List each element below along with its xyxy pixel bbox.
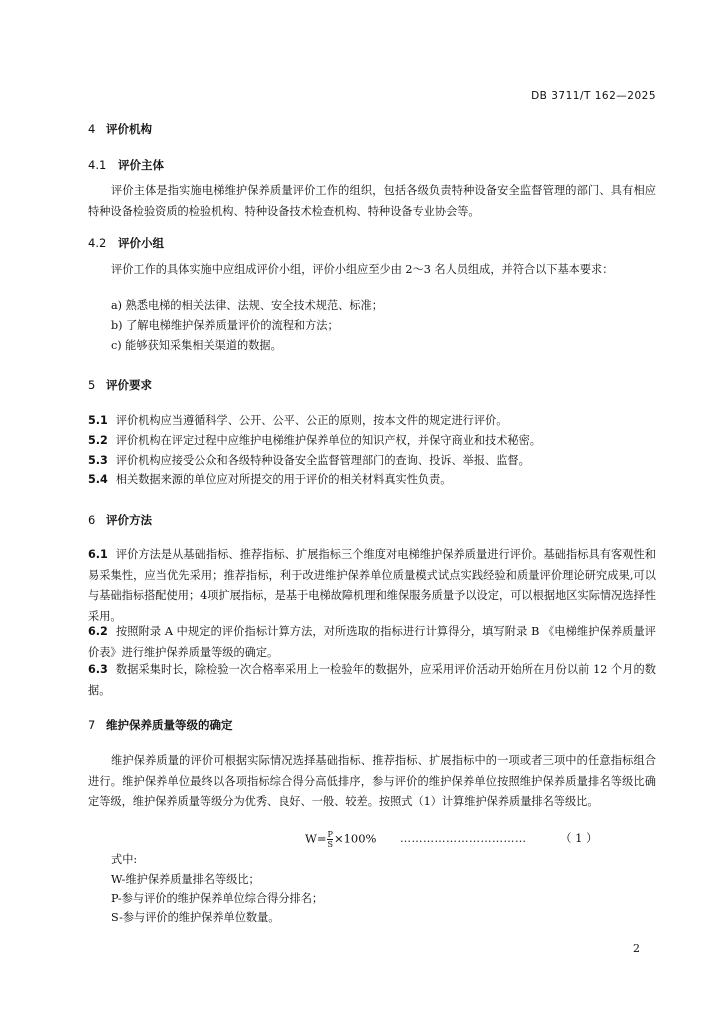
section-4-1-heading — [88, 157, 164, 173]
clause-5-3 — [88, 451, 656, 472]
section-7-text: 维护保养质量的评价可根据实际情况选择基础指标、推荐指标、扩展指标中的一项或者三项中的任意指标组合进行。维护保养单位最终以各项指标综合得分高低排序，参与评价的维护保养单位按照维护保养质量排名等级比确定等级，维护保养质量等级分为优秀、良好、一般、较差。按照式（1）计算维护保养质量排名等级比。 — [88, 754, 656, 808]
section-number: 4.1 — [88, 158, 107, 172]
section-6-heading — [88, 512, 152, 528]
section-7-heading — [88, 717, 233, 733]
clause-number: 6.2 — [88, 625, 108, 638]
section-5-heading — [88, 377, 152, 393]
list-item: b) 了解电梯维护保养质量评价的流程和方法； — [111, 319, 339, 332]
clause-number: 5.1 — [88, 414, 108, 427]
clause-6-3 — [88, 660, 656, 701]
section-number: 7 — [88, 718, 96, 732]
formula-leader-dots: …………………………… — [400, 832, 527, 845]
clause-5-4 — [88, 470, 656, 491]
section-title: 评价小组 — [118, 236, 164, 250]
fraction-numerator: P — [327, 830, 333, 839]
clause-number: 6.1 — [88, 548, 108, 561]
clause-number: 5.2 — [88, 434, 108, 447]
clause-6-1 — [88, 545, 656, 627]
section-4-2-text: 评价工作的具体实施中应组成评价小组，评价小组应至少由 2～3 名人员组成，并符合以下基本要求： — [111, 263, 614, 276]
clause-text: 相关数据来源的单位应对所提交的用于评价的相关材料真实性负责。 — [115, 473, 452, 486]
clause-5-2 — [88, 431, 656, 452]
variable-definition: P-参与评价的维护保养单位综合得分排名； — [111, 892, 324, 905]
section-number: 6 — [88, 513, 96, 527]
clause-number: 5.3 — [88, 454, 108, 467]
equation-number: （ 1 ） — [560, 831, 598, 845]
section-4-2-heading — [88, 235, 164, 251]
page-number: 2 — [633, 942, 640, 955]
clause-number: 5.4 — [88, 473, 108, 486]
section-title: 维护保养质量等级的确定 — [106, 718, 233, 732]
fraction-denominator: S — [327, 840, 333, 849]
section-4-1-text: 评价主体是指实施电梯维护保养质量评价工作的组织，包括各级负责特种设备安全监督管理的部门、具有相应特种设备检验资质的检验机构、特种设备技术检查机构、特种设备专业协会等。 — [88, 184, 656, 218]
clause-text: 按照附录 A 中规定的评价指标计算方法，对所选取的指标进行计算得分，填写附录 B 《电梯维护保养质量评价表》进行维护保养质量等级的确定。 — [88, 625, 656, 659]
section-4-heading — [88, 121, 152, 137]
document-code: DB 3711/T 162—2025 — [531, 90, 656, 102]
list-item: c) 能够获知采集相关渠道的数据。 — [111, 339, 282, 352]
section-number: 5 — [88, 378, 96, 392]
clause-text: 评价方法是从基础指标、推荐指标、扩展指标三个维度对电梯维护保养质量进行评价。基础指标具有客观性和易采集性，应当优先采用；推荐指标，利于改进维护保养单位质量模式试点实践经验和质量评价理论研究成果,可以与基础指标搭配使用；4项扩展指标，是基于电梯故障机理和维保服务质量予以设定，可以根据地区实际情况选择性采用。 — [88, 548, 656, 623]
formula — [305, 830, 376, 849]
section-number: 4 — [88, 122, 96, 136]
clause-text: 评价机构应接受公众和各级特种设备安全监督管理部门的查询、投诉、举报、监督。 — [115, 454, 530, 467]
clause-6-2 — [88, 622, 656, 663]
section-title: 评价机构 — [106, 122, 152, 136]
variable-definition: W-维护保养质量排名等级比； — [111, 873, 260, 886]
clause-5-1 — [88, 411, 656, 432]
section-title: 评价主体 — [118, 158, 164, 172]
clause-number: 6.3 — [88, 663, 108, 676]
list-item: a) 熟悉电梯的相关法律、法规、安全技术规范、标准； — [111, 299, 383, 312]
clause-text: 数据采集时长，除检验一次合格率采用上一检验年的数据外，应采用评价活动开始所在月份以前 12 个月的数据。 — [88, 663, 656, 697]
section-title: 评价方法 — [106, 513, 152, 527]
section-number: 4.2 — [88, 236, 107, 250]
formula-rhs: ×100% — [333, 831, 377, 846]
fraction — [327, 830, 332, 849]
clause-text: 评价机构在评定过程中应维护电梯维护保养单位的知识产权，并保守商业和技术秘密。 — [115, 434, 541, 447]
clause-text: 评价机构应当遵循科学、公开、公平、公正的原则，按本文件的规定进行评价。 — [115, 414, 508, 427]
formula-lhs: W= — [305, 831, 327, 846]
section-title: 评价要求 — [106, 378, 152, 392]
variable-definition: S-参与评价的维护保养单位数量。 — [111, 911, 280, 924]
where-label: 式中: — [111, 853, 138, 866]
